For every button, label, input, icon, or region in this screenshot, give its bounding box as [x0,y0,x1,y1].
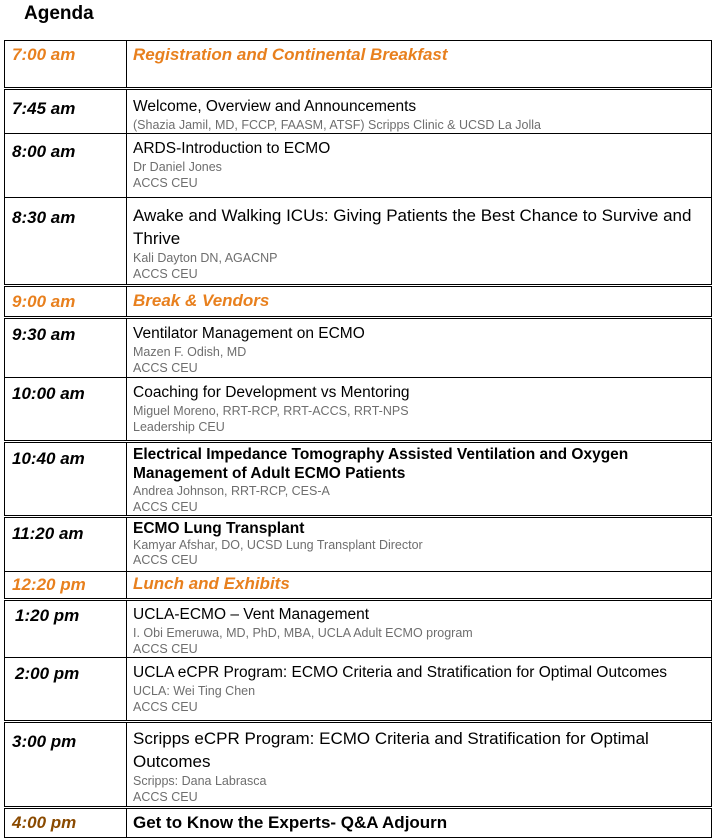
agenda-item [127,572,712,600]
agenda-row [5,658,712,722]
session-speaker: Andrea Johnson, RRT-RCP, CES-A [133,484,330,498]
agenda-row [5,318,712,378]
session-speaker: UCLA: Wei Ting Chen [133,684,256,698]
session-credit: ACCS CEU [133,176,198,190]
session-credit: ACCS CEU [133,700,198,714]
agenda-time: 4:00 pm [5,808,127,838]
session-title: ARDS-Introduction to ECMO [133,140,331,157]
agenda-time: 10:00 am [5,378,127,442]
page-title: Agenda [24,3,94,24]
agenda-row [5,89,712,134]
agenda-row [5,572,712,600]
session-credit: ACCS CEU [133,790,198,804]
agenda-table [4,40,712,838]
agenda-time: 9:30 am [5,318,127,378]
agenda-item [127,517,712,572]
agenda-time: 2:00 pm [5,658,127,722]
agenda-row [5,134,712,198]
agenda-time: 12:20 pm [5,572,127,600]
session-credit: ACCS CEU [133,642,198,656]
session-speaker: Kamyar Afshar, DO, UCSD Lung Transplant Director [133,538,423,552]
agenda-time: 1:20 pm [5,600,127,658]
agenda-row [5,41,712,89]
session-credit: ACCS CEU [133,500,198,514]
session-title: Welcome, Overview and Announcements [133,98,417,115]
session-title: Get to Know the Experts- Q&A Adjourn [133,813,448,832]
session-speaker: Kali Dayton DN, AGACNP [133,251,278,265]
agenda-time: 10:40 am [5,442,127,517]
agenda-row [5,808,712,838]
session-title: UCLA eCPR Program: ECMO Criteria and Stratification for Optimal Outcomes [133,664,668,681]
session-credit: ACCS CEU [133,361,198,375]
session-title: UCLA-ECMO – Vent Management [133,606,370,623]
session-credit: Leadership CEU [133,420,225,434]
agenda-row [5,442,712,517]
session-title: Electrical Impedance Tomography Assisted Ventilation and Oxygen Management of Adult ECMO Patients [133,446,629,482]
session-title: Lunch and Exhibits [133,574,290,593]
agenda-time: 7:00 am [5,41,127,89]
session-credit: ACCS CEU [133,553,198,567]
agenda-row [5,722,712,808]
session-speaker: Scripps: Dana Labrasca [133,774,267,788]
agenda-item [127,41,712,89]
session-speaker: Dr Daniel Jones [133,160,222,174]
session-title: Ventilator Management on ECMO [133,325,365,342]
session-speaker: Miguel Moreno, RRT-RCP, RRT-ACCS, RRT-NPS [133,404,409,418]
session-title: Scripps eCPR Program: ECMO Criteria and Stratification for Optimal Outcomes [133,729,649,771]
agenda-item [127,442,712,517]
session-speaker: (Shazia Jamil, MD, FCCP, FAASM, ATSF) Scripps Clinic & UCSD La Jolla [133,118,541,132]
agenda-item [127,89,712,134]
agenda-time: 3:00 pm [5,722,127,808]
agenda-row [5,517,712,572]
agenda-item [127,198,712,286]
agenda-time: 8:30 am [5,198,127,286]
session-title: ECMO Lung Transplant [133,520,305,537]
agenda-row [5,600,712,658]
session-credit: ACCS CEU [133,267,198,281]
session-title: Break & Vendors [133,291,270,310]
session-speaker: I. Obi Emeruwa, MD, PhD, MBA, UCLA Adult ECMO program [133,626,473,640]
agenda-item [127,808,712,838]
agenda-item [127,318,712,378]
session-speaker: Mazen F. Odish, MD [133,345,247,359]
agenda-row [5,198,712,286]
agenda-time: 9:00 am [5,286,127,318]
agenda-time: 7:45 am [5,89,127,134]
agenda-time: 11:20 am [5,517,127,572]
agenda-item [127,658,712,722]
agenda-item [127,134,712,198]
agenda-item [127,286,712,318]
session-title: Awake and Walking ICUs: Giving Patients the Best Chance to Survive and Thrive [133,206,692,248]
session-title: Registration and Continental Breakfast [133,45,448,64]
agenda-time: 8:00 am [5,134,127,198]
session-title: Coaching for Development vs Mentoring [133,384,410,401]
agenda-row [5,286,712,318]
agenda-item [127,378,712,442]
agenda-item [127,722,712,808]
agenda-row [5,378,712,442]
agenda-item [127,600,712,658]
